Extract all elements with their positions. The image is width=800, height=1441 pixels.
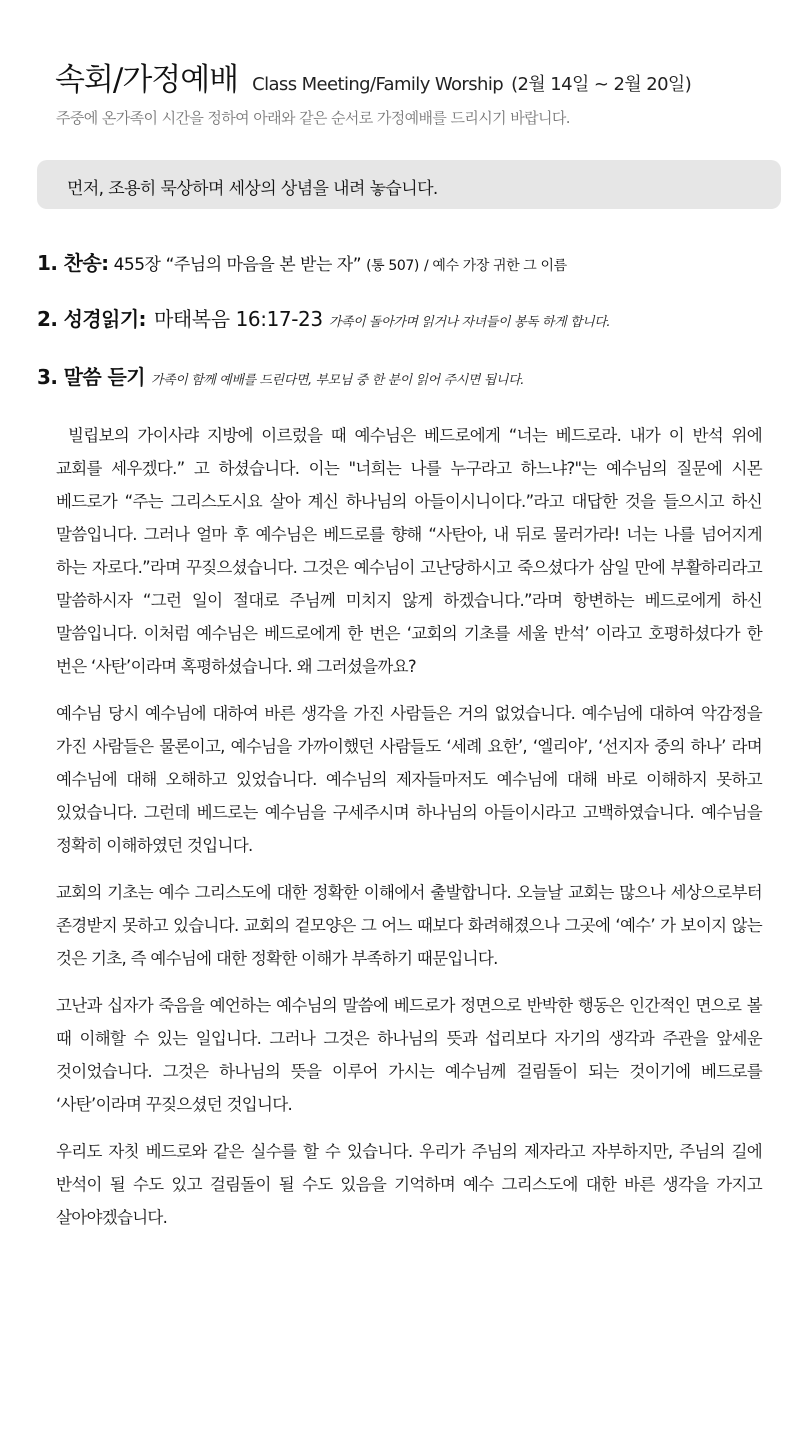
scripture-reference: 마태복음 16:17-23	[153, 307, 323, 331]
sermon-paragraph: 우리도 자칫 베드로와 같은 실수를 할 수 있습니다. 우리가 주님의 제자라고 자부하지만, 주님의 길에 반석이 될 수도 있고 걸림돌이 될 수도 있음을 기억하며 예수 그리스도에 대한 바른 생각을 가지고 살아야겠습니다.	[56, 1142, 762, 1227]
sermon-note: 가족이 함께 예배를 드린다면, 부모님 중 한 분이 읽어 주시면 됩니다.	[150, 373, 524, 388]
page-title-english: Class Meeting/Family Worship	[252, 74, 504, 95]
sermon-body	[56, 419, 762, 1248]
step-reading-label: 2. 성경읽기:	[37, 307, 146, 331]
hymn-alt-title: / 예수 가장 귀한 그 이름	[424, 258, 567, 274]
intro-text: 먼저, 조용히 묵상하며 세상의 상념을 내려 놓습니다.	[67, 179, 438, 199]
reading-note: 가족이 돌아가며 읽거나 자녀들이 봉독 하게 합니다.	[328, 315, 611, 330]
page-subtitle: 주중에 온가족이 시간을 정하여 아래와 같은 순서로 가정예배를 드리시기 바랍니다.	[56, 109, 570, 127]
sermon-paragraph: 예수님 당시 예수님에 대하여 바른 생각을 가진 사람들은 거의 없었습니다. 예수님에 대하여 악감정을 가진 사람들은 물론이고, 예수님을 가까이했던 사람들도 ‘세례 요한’, ‘엘리야’, ‘선지자 중의 하나’ 라며 예수님에 대해 오해하고 있었습니다. 예수님의 제자들마저도 예수님에 대해 바로 이해하지 못하고 있었습니다. 그런데 베드로는 예수님을 구세주시며 하나님의 아들이시라고 고백하였습니다. 예수님을 정확히 이해하였던 것입니다.	[56, 704, 762, 855]
sermon-paragraph: 빌립보의 가이사랴 지방에 이르렀을 때 예수님은 베드로에게 “너는 베드로라. 내가 이 반석 위에 교회를 세우겠다.” 고 하셨습니다. 이는 "너희는 나를 누구라고 하느냐?"는 예수님의 질문에 시몬 베드로가 “주는 그리스도시요 살아 계신 하나님의 아들이시니이다.”라고 대답한 것을 들으시고 하신 말씀입니다. 그러나 얼마 후 예수님은 베드로를 향해 “사탄아, 내 뒤로 물러가라! 너는 나를 넘어지게 하는 자로다.”라며 꾸짖으셨습니다. 그것은 예수님이 고난당하시고 죽으셨다가 삼일 만에 부활하리라고 말씀하시자 “그런 일이 절대로 주님께 미치지 않게 하겠습니다.”라며 항변하는 베드로에게 하신 말씀입니다. 이처럼 예수님은 베드로에게 한 번은 ‘교회의 기초를 세울 반석’ 이라고 호평하셨다가 한 번은 ‘사탄’이라며 혹평하셨습니다. 왜 그러셨을까요?	[56, 426, 762, 676]
hymn-number: 455장	[113, 255, 161, 275]
step-hymn	[37, 247, 567, 276]
date-range: (2월 14일 ~ 2월 20일)	[511, 74, 692, 95]
sermon-paragraph: 교회의 기초는 예수 그리스도에 대한 정확한 이해에서 출발합니다. 오늘날 교회는 많으나 세상으로부터 존경받지 못하고 있습니다. 교회의 겉모양은 그 어느 때보다 화려해졌으나 그곳에 ‘예수’ 가 보이지 않는 것은 기초, 즉 예수님에 대한 정확한 이해가 부족하기 때문입니다.	[56, 883, 762, 968]
step-reading	[37, 303, 610, 332]
step-sermon-label: 3. 말씀 듣기	[37, 365, 145, 389]
intro-box	[37, 160, 781, 209]
step-sermon	[37, 361, 524, 390]
sermon-paragraph: 고난과 십자가 죽음을 예언하는 예수님의 말씀에 베드로가 정면으로 반박한 행동은 인간적인 면으로 볼 때 이해할 수 있는 일입니다. 그러나 그것은 하나님의 뜻과 섭리보다 자기의 생각과 주관을 앞세운 것이었습니다. 그것은 하나님의 뜻을 이루어 가시는 예수님께 걸림돌이 되는 것이기에 베드로를 ‘사탄’이라며 꾸짖으셨던 것입니다.	[56, 996, 762, 1114]
header	[55, 54, 691, 99]
hymn-alt-number: (통 507)	[366, 258, 419, 274]
step-hymn-label: 1. 찬송:	[37, 251, 109, 275]
page-title: 속회/가정예배	[55, 62, 239, 98]
hymn-title: “주님의 마음을 본 받는 자”	[165, 255, 362, 275]
